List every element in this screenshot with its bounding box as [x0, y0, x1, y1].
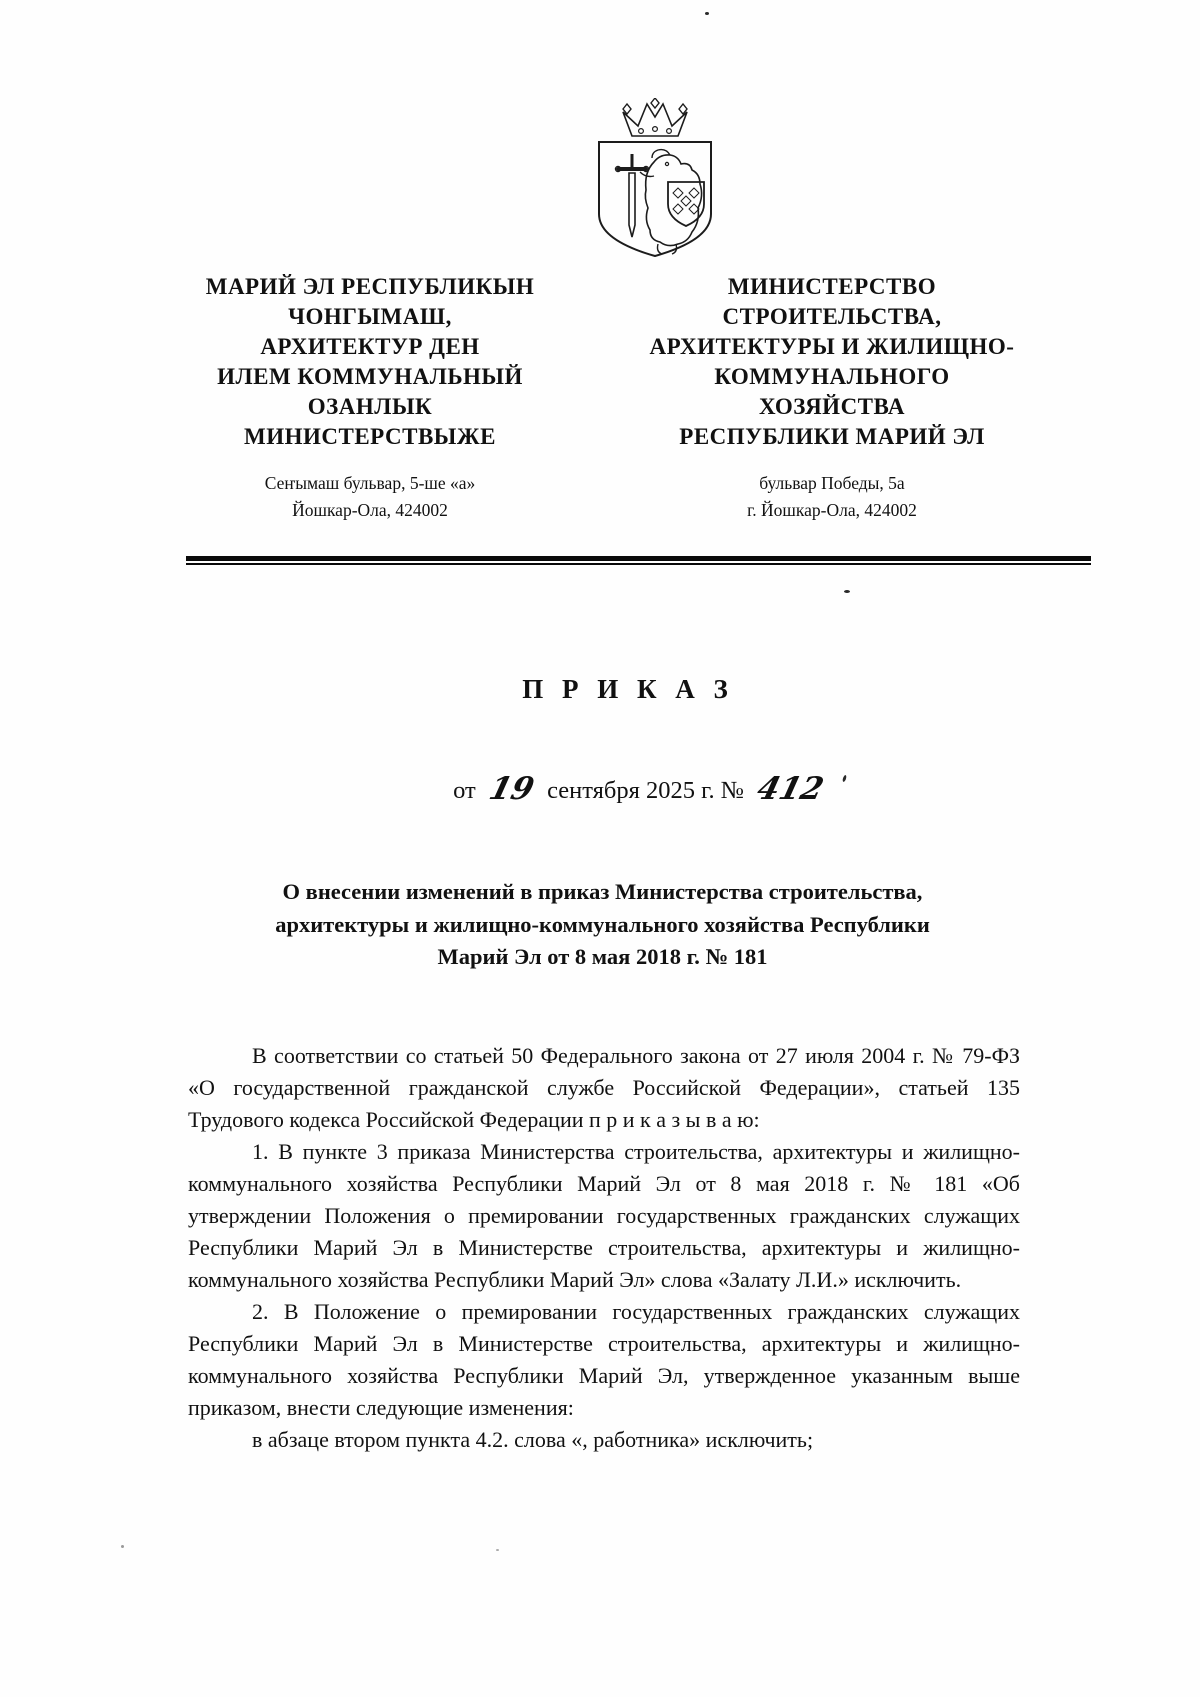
address-russian-city: г. Йошкар-Ола, 424002: [747, 500, 917, 520]
date-middle: сентября 2025 г. №: [547, 777, 745, 804]
address-mari-city: Йошкар-Ола, 424002: [292, 500, 448, 520]
order-subject: [180, 876, 1025, 974]
order-subject-line: Марий Эл от 8 мая 2018 г. № 181: [437, 944, 768, 969]
date-day-handwritten: 19: [485, 771, 538, 807]
order-number-handwritten: 412: [753, 771, 828, 807]
ministry-name-russian: [626, 272, 1038, 452]
ministry-name-mari: [168, 272, 572, 452]
scan-artifact-dot: [121, 1545, 124, 1548]
order-subject-line: О внесении изменений в приказ Министерства строительства,: [282, 879, 923, 904]
body-paragraph-item-1: 1. В пункте 3 приказа Министерства строительства, архитектуры и жилищно-коммунального хозяйства Республики Марий Эл от 8 мая 2018 г. № 181 «Об утверждении Положения о премировании государственных гражданских служащих Республики Марий Эл в Министерстве строительства, архитектуры и жилищно-коммунального хозяйства Республики Марий Эл» слова «Залату Л.И.» исключить.: [188, 1139, 1020, 1292]
body-paragraph-preamble: В соответствии со статьей 50 Федерального закона от 27 июля 2004 г. № 79-ФЗ «О государственной гражданской службе Российской Федерации», статьей 135 Трудового кодекса Российской Федерации п р и к а з ы в а ю:: [188, 1043, 1020, 1132]
ministry-name-russian-line: РЕСПУБЛИКИ МАРИЙ ЭЛ: [679, 424, 985, 449]
doc-type-title: П Р И К А З: [522, 674, 734, 704]
order-subject-line: архитектуры и жилищно-коммунального хозяйства Республики: [275, 911, 930, 937]
header-divider: [186, 556, 1091, 565]
order-body: [188, 1040, 1020, 1456]
ministry-name-mari-line: ИЛЕМ КОММУНАЛЬНЫЙ: [217, 364, 523, 389]
ministry-name-russian-line: КОММУНАЛЬНОГО: [714, 364, 950, 389]
ministry-name-russian-line: ХОЗЯЙСТВА: [758, 394, 906, 419]
ministry-name-mari-line: МИНИСТЕРСТВЫЖЕ: [244, 424, 496, 449]
ministry-name-russian-line: АРХИТЕКТУРЫ И ЖИЛИЩНО-: [649, 334, 1015, 359]
header-divider-thick-line: [186, 556, 1091, 561]
ministry-name-mari-line: ОЗАНЛЫК: [307, 394, 433, 419]
header-divider-thin-line: [186, 563, 1091, 565]
date-prefix: от: [453, 777, 476, 804]
body-paragraph-amendment: в абзаце втором пункта 4.2. слова «, работника» исключить;: [252, 1427, 814, 1452]
ministry-name-russian-line: СТРОИТЕЛЬСТВА,: [722, 304, 942, 329]
scan-artifact-dot: [844, 590, 850, 593]
address-russian-street: бульвар Победы, 5а: [759, 473, 905, 493]
address-mari: [168, 470, 572, 524]
scan-artifact-dot: [496, 1549, 499, 1551]
ministry-name-mari-line: ЧОНГЫМАШ,: [288, 304, 452, 329]
ministry-name-mari-line: АРХИТЕКТУР ДЕН: [260, 334, 480, 359]
coat-of-arms-mari-el-icon: [588, 98, 722, 260]
ministry-name-mari-line: МАРИЙ ЭЛ РЕСПУБЛИКЫН: [205, 274, 535, 299]
address-mari-street: Сеҥымаш бульвар, 5-ше «а»: [264, 473, 476, 493]
ministry-name-russian-line: МИНИСТЕРСТВО: [727, 274, 937, 299]
address-russian: [626, 470, 1038, 524]
body-paragraph-item-2: 2. В Положение о премировании государственных гражданских служащих Республики Марий Эл в Министерстве строительства, архитектуры и жилищно-коммунального хозяйства Республики Марий Эл, утвержденное указанным выше приказом, внести следующие изменения:: [188, 1299, 1020, 1420]
scan-artifact-dot: [705, 12, 709, 15]
date-line: [42, 770, 1200, 806]
